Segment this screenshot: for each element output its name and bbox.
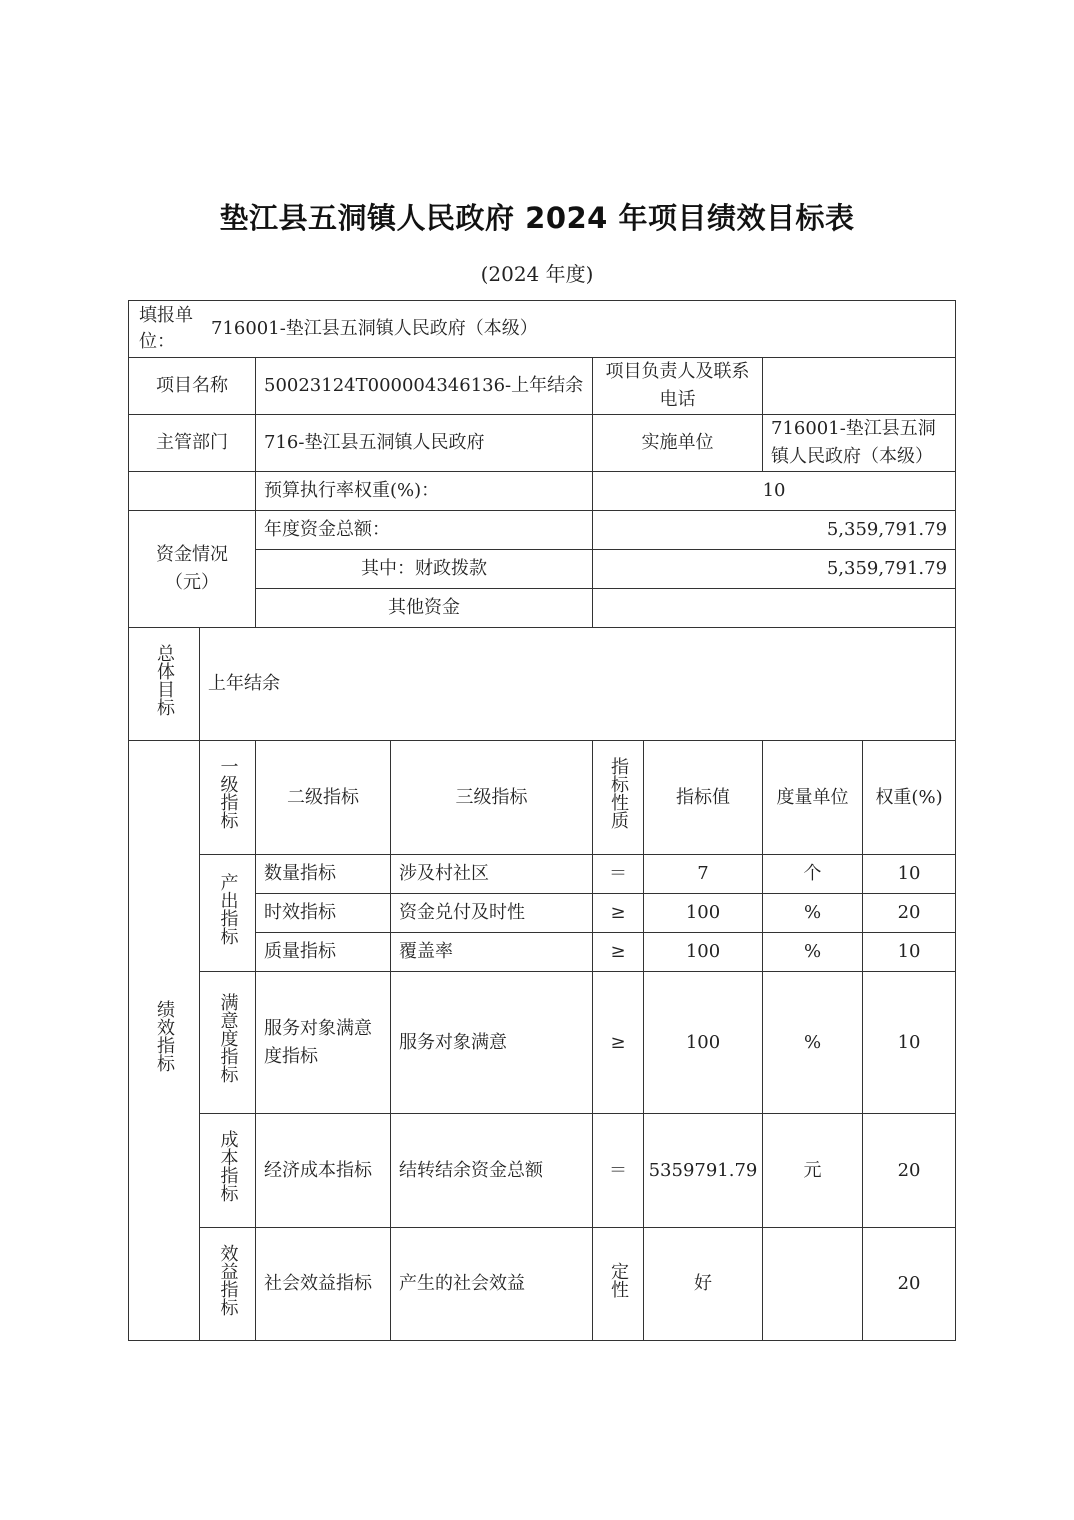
unit-value: 716001-垫江县五洞镇人民政府（本级） xyxy=(211,318,538,339)
performance-section-label xyxy=(129,741,200,1341)
value-cell: 100 xyxy=(644,972,763,1114)
dept-label: 主管部门 xyxy=(129,415,256,472)
level1-benefit xyxy=(200,1228,256,1341)
level1-satisfaction xyxy=(200,972,256,1114)
unit-cell: 个 xyxy=(763,855,863,894)
nature-cell: ＝ xyxy=(593,855,644,894)
header-level1-text: 一级指标 xyxy=(217,757,239,829)
unit-cell: 元 xyxy=(763,1114,863,1228)
header-level3: 三级指标 xyxy=(391,741,593,855)
header-nature-text: 指标性质 xyxy=(608,757,629,829)
weight-cell: 20 xyxy=(863,894,956,933)
nature-cell: ≥ xyxy=(593,933,644,972)
funds-total-row xyxy=(129,511,956,550)
unit-cell: % xyxy=(763,972,863,1114)
level1-cost xyxy=(200,1114,256,1228)
nature-cell: ＝ xyxy=(593,1114,644,1228)
unit-cell xyxy=(129,301,956,358)
goal-row xyxy=(129,628,956,741)
table-row xyxy=(129,1228,956,1341)
value-cell: 100 xyxy=(644,933,763,972)
budget-value: 10 xyxy=(593,472,956,511)
goal-value: 上年结余 xyxy=(200,628,956,741)
level3-cell: 结转结余资金总额 xyxy=(391,1114,593,1228)
value-cell: 100 xyxy=(644,894,763,933)
level1-satisfaction-text: 满意度指标 xyxy=(217,993,239,1083)
table-row xyxy=(129,855,956,894)
unit-cell: % xyxy=(763,894,863,933)
weight-cell: 10 xyxy=(863,933,956,972)
weight-cell: 20 xyxy=(863,1114,956,1228)
budget-blank xyxy=(129,472,256,511)
goal-label-text: 总体目标 xyxy=(154,643,175,716)
value-cell: 好 xyxy=(644,1228,763,1341)
header-nature xyxy=(593,741,644,855)
level2-cell: 服务对象满意度指标 xyxy=(256,972,391,1114)
funds-other-value xyxy=(593,589,956,628)
weight-cell: 10 xyxy=(863,855,956,894)
funds-total-value: 5,359,791.79 xyxy=(593,511,956,550)
dept-row xyxy=(129,415,956,472)
impl-unit-label: 实施单位 xyxy=(593,415,763,472)
page-subtitle: (2024 年度) xyxy=(480,262,594,286)
table-row xyxy=(129,972,956,1114)
funds-total-label: 年度资金总额： xyxy=(256,511,593,550)
weight-cell: 20 xyxy=(863,1228,956,1341)
impl-unit-value: 716001-垫江县五洞镇人民政府（本级） xyxy=(763,415,956,472)
value-cell: 5359791.79 xyxy=(644,1114,763,1228)
unit-cell xyxy=(763,1228,863,1341)
header-value: 指标值 xyxy=(644,741,763,855)
funds-fiscal-label: 其中：财政拨款 xyxy=(256,550,593,589)
level1-output-text: 产出指标 xyxy=(217,872,239,945)
budget-row xyxy=(129,472,956,511)
level2-cell: 社会效益指标 xyxy=(256,1228,391,1341)
level3-cell: 涉及村社区 xyxy=(391,855,593,894)
nature-cell: ≥ xyxy=(593,972,644,1114)
level3-cell: 产生的社会效益 xyxy=(391,1228,593,1341)
funds-fiscal-value: 5,359,791.79 xyxy=(593,550,956,589)
header-level1 xyxy=(200,741,256,855)
nature-cell xyxy=(593,1228,644,1341)
weight-cell: 10 xyxy=(863,972,956,1114)
project-contact-label: 项目负责人及联系电话 xyxy=(593,358,763,415)
project-row xyxy=(129,358,956,415)
header-unit: 度量单位 xyxy=(763,741,863,855)
budget-label: 预算执行率权重(%)： xyxy=(256,472,593,511)
goal-label xyxy=(129,628,200,741)
level3-cell: 资金兑付及时性 xyxy=(391,894,593,933)
performance-section-text: 绩效指标 xyxy=(154,1000,175,1072)
level1-output xyxy=(200,855,256,972)
page-title: 垫江县五洞镇人民政府 2024 年项目绩效目标表 xyxy=(219,201,855,235)
header-weight: 权重(%) xyxy=(863,741,956,855)
dept-value: 716-垫江县五洞镇人民政府 xyxy=(256,415,593,472)
funds-label: 资金情况（元） xyxy=(129,511,256,628)
performance-target-table xyxy=(128,300,956,1341)
level3-cell: 覆盖率 xyxy=(391,933,593,972)
level1-cost-text: 成本指标 xyxy=(217,1130,239,1202)
header-level2: 二级指标 xyxy=(256,741,391,855)
project-name-label: 项目名称 xyxy=(129,358,256,415)
nature-qualitative-text: 定性 xyxy=(608,1261,629,1298)
project-name-value: 50023124T000004346136-上年结余 xyxy=(256,358,593,415)
project-contact-value xyxy=(763,358,956,415)
level2-cell: 经济成本指标 xyxy=(256,1114,391,1228)
unit-row xyxy=(129,301,956,358)
unit-label: 填报单位： xyxy=(139,305,193,352)
value-cell: 7 xyxy=(644,855,763,894)
level2-cell: 数量指标 xyxy=(256,855,391,894)
nature-cell: ≥ xyxy=(593,894,644,933)
funds-other-label: 其他资金 xyxy=(256,589,593,628)
level2-cell: 时效指标 xyxy=(256,894,391,933)
level3-cell: 服务对象满意 xyxy=(391,972,593,1114)
table-row xyxy=(129,1114,956,1228)
level2-cell: 质量指标 xyxy=(256,933,391,972)
level1-benefit-text: 效益指标 xyxy=(217,1243,239,1316)
unit-cell: % xyxy=(763,933,863,972)
indicator-header-row xyxy=(129,741,956,855)
